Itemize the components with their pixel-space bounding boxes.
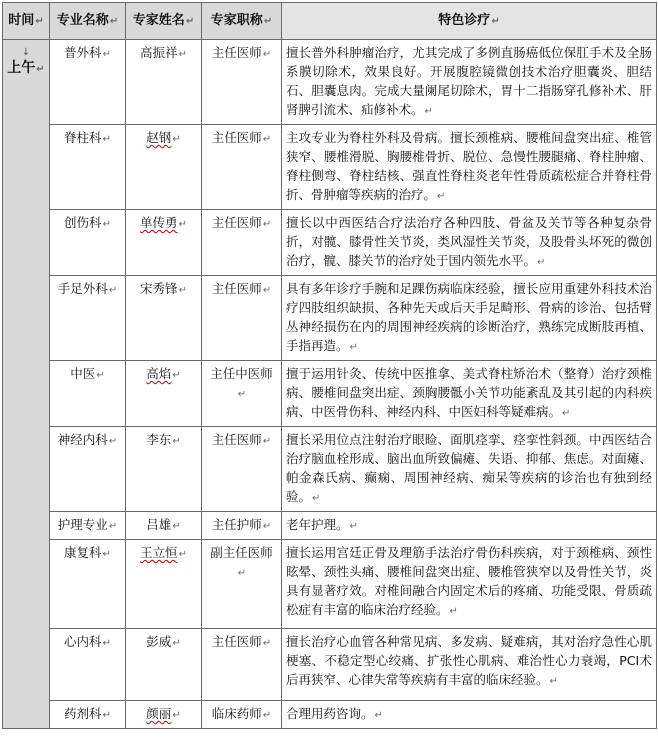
specialty-cell: 普外科↵ — [50, 40, 126, 125]
expert-title-cell: 临床药师↵ — [202, 701, 282, 729]
specialty-cell: 脊柱科↵ — [50, 125, 126, 210]
specialty-cell: 创伤科↵ — [50, 210, 126, 276]
header-row — [3, 3, 657, 40]
feature-cell: 主攻专业为脊柱外科及骨病。擅长颈椎病、腰椎间盘突出症、椎管狭窄、腰椎滑脱、胸腰椎骨折、脱位、急慢性腰腿痛、脊柱肿瘤、脊柱侧弯、脊柱结核、强直性脊柱炎老年性骨质疏松症合并脊柱骨折、骨肿瘤等疾病的治疗。↵ — [282, 125, 657, 210]
expert-schedule-table — [2, 2, 657, 729]
header-expert-title: 专家职称↵ — [202, 3, 282, 40]
expert-name-cell: 宋秀锋↵ — [126, 276, 202, 361]
feature-cell: 擅于运用针灸、传统中医推拿、美式脊柱矫治术（整脊）治疗颈椎病、腰椎间盘突出症、颈胸腰骶小关节功能紊乱及其引起的内科疾病、中医骨伤科、神经内科、中医妇科等疑难病。↵ — [282, 361, 657, 427]
table-row — [3, 427, 657, 512]
expert-name-cell: 李东↵ — [126, 427, 202, 512]
expert-name-cell: 高焰↵ — [126, 361, 202, 427]
table-row — [3, 540, 657, 629]
specialty-cell: 康复科↵ — [50, 540, 126, 629]
table-row — [3, 40, 657, 125]
feature-cell: 擅长普外科肿瘤治疗，尤其完成了多例直肠癌低位保肛手术及全肠系膜切除术，效果良好。开展腹腔镜微创技术治疗胆囊炎、胆结石、胆囊息肉。完成大量阑尾切除术，胃十二指肠穿孔修补术、肝肾脾引流术、疝修补术。↵ — [282, 40, 657, 125]
table-row — [3, 276, 657, 361]
table-row — [3, 125, 657, 210]
expert-title-cell: 主任医师↵ — [202, 210, 282, 276]
expert-title-cell: 主任护师↵ — [202, 512, 282, 540]
feature-cell: 擅长以中西医结合疗法治疗各种四肢、骨盆及关节等各种复杂骨折，对髋、膝骨性关节炎，类风湿性关节炎，及股骨头坏死的微创治疗，髋、膝关节的治疗处于国内领先水平。↵ — [282, 210, 657, 276]
expert-title-cell: 主任医师↵ — [202, 125, 282, 210]
expert-title-cell: 主任医师↵ — [202, 629, 282, 701]
specialty-cell: 手足外科↵ — [50, 276, 126, 361]
header-feature: 特色诊疗↵ — [282, 3, 657, 40]
expert-title-cell: 主任中医师↵ — [202, 361, 282, 427]
specialty-cell: 护理专业↵ — [50, 512, 126, 540]
expert-name-cell: 高振祥↵ — [126, 40, 202, 125]
time-label: 上午 — [7, 60, 36, 76]
header-expert-name: 专家姓名↵ — [126, 3, 202, 40]
table-row — [3, 512, 657, 540]
expert-name-cell: 赵钢↵ — [126, 125, 202, 210]
specialty-cell: 药剂科↵ — [50, 701, 126, 729]
expert-name-cell: 王立恒↵ — [126, 540, 202, 629]
table-row — [3, 361, 657, 427]
time-cell: ↓ 上午↵ — [3, 40, 50, 729]
feature-cell: 擅长运用宫廷正骨及理筋手法治疗骨伤科疾病，对于颈椎病、颈性眩晕、颈性头痛、腰椎间盘突出症、腰椎管狭窄以及骨性关节，炎具有显著疗效。对椎间融合内固定术后的疼痛、功能受限、骨质疏松症有丰富的临床治疗经验。↵ — [282, 540, 657, 629]
expert-name-cell: 彭威↵ — [126, 629, 202, 701]
feature-cell: 合理用药咨询。↵ — [282, 701, 657, 729]
expert-name-cell: 吕雄↵ — [126, 512, 202, 540]
expert-title-cell: 主任医师↵ — [202, 427, 282, 512]
specialty-cell: 神经内科↵ — [50, 427, 126, 512]
expert-name-cell: 颜丽↵ — [126, 701, 202, 729]
expert-name-cell: 单传勇↵ — [126, 210, 202, 276]
expert-title-cell: 主任医师↵ — [202, 40, 282, 125]
header-time: 时间↵ — [3, 3, 50, 40]
paragraph-mark-icon: ↓ — [21, 47, 31, 58]
table-row — [3, 629, 657, 701]
feature-cell: 擅长治疗心血管各种常见病、多发病、疑难病，其对治疗急性心肌梗塞、不稳定型心绞痛、扩张性心肌病、难治性心力衰竭，PCI术后再狭窄、心律失常等疾病有丰富的临床经验。↵ — [282, 629, 657, 701]
table-row — [3, 701, 657, 729]
feature-cell: 老年护理。↵ — [282, 512, 657, 540]
feature-cell: 擅长采用位点注射治疗眼睑、面肌痉挛、痉挛性斜颈。中西医结合治疗脑血栓形成、脑出血所致偏瘫、失语、抑郁、焦虑。对面瘫、帕金森氏病、癫痫、周围神经病、痴呆等疾病的诊治也有独到经验。↵ — [282, 427, 657, 512]
specialty-cell: 中医↵ — [50, 361, 126, 427]
table-row — [3, 210, 657, 276]
expert-title-cell: 主任医师↵ — [202, 276, 282, 361]
specialty-cell: 心内科↵ — [50, 629, 126, 701]
expert-title-cell: 副主任医师↵ — [202, 540, 282, 629]
feature-cell: 具有多年诊疗手腕和足踝伤病临床经验，擅长应用重建外科技术治疗四肢组织缺损、各种先天或后天手足畸形、骨病的诊治、包括臂丛神经损伤在内的周围神经疾病的诊断治疗，熟练完成断肢再植、手指再造。↵ — [282, 276, 657, 361]
header-specialty: 专业名称↵ — [50, 3, 126, 40]
